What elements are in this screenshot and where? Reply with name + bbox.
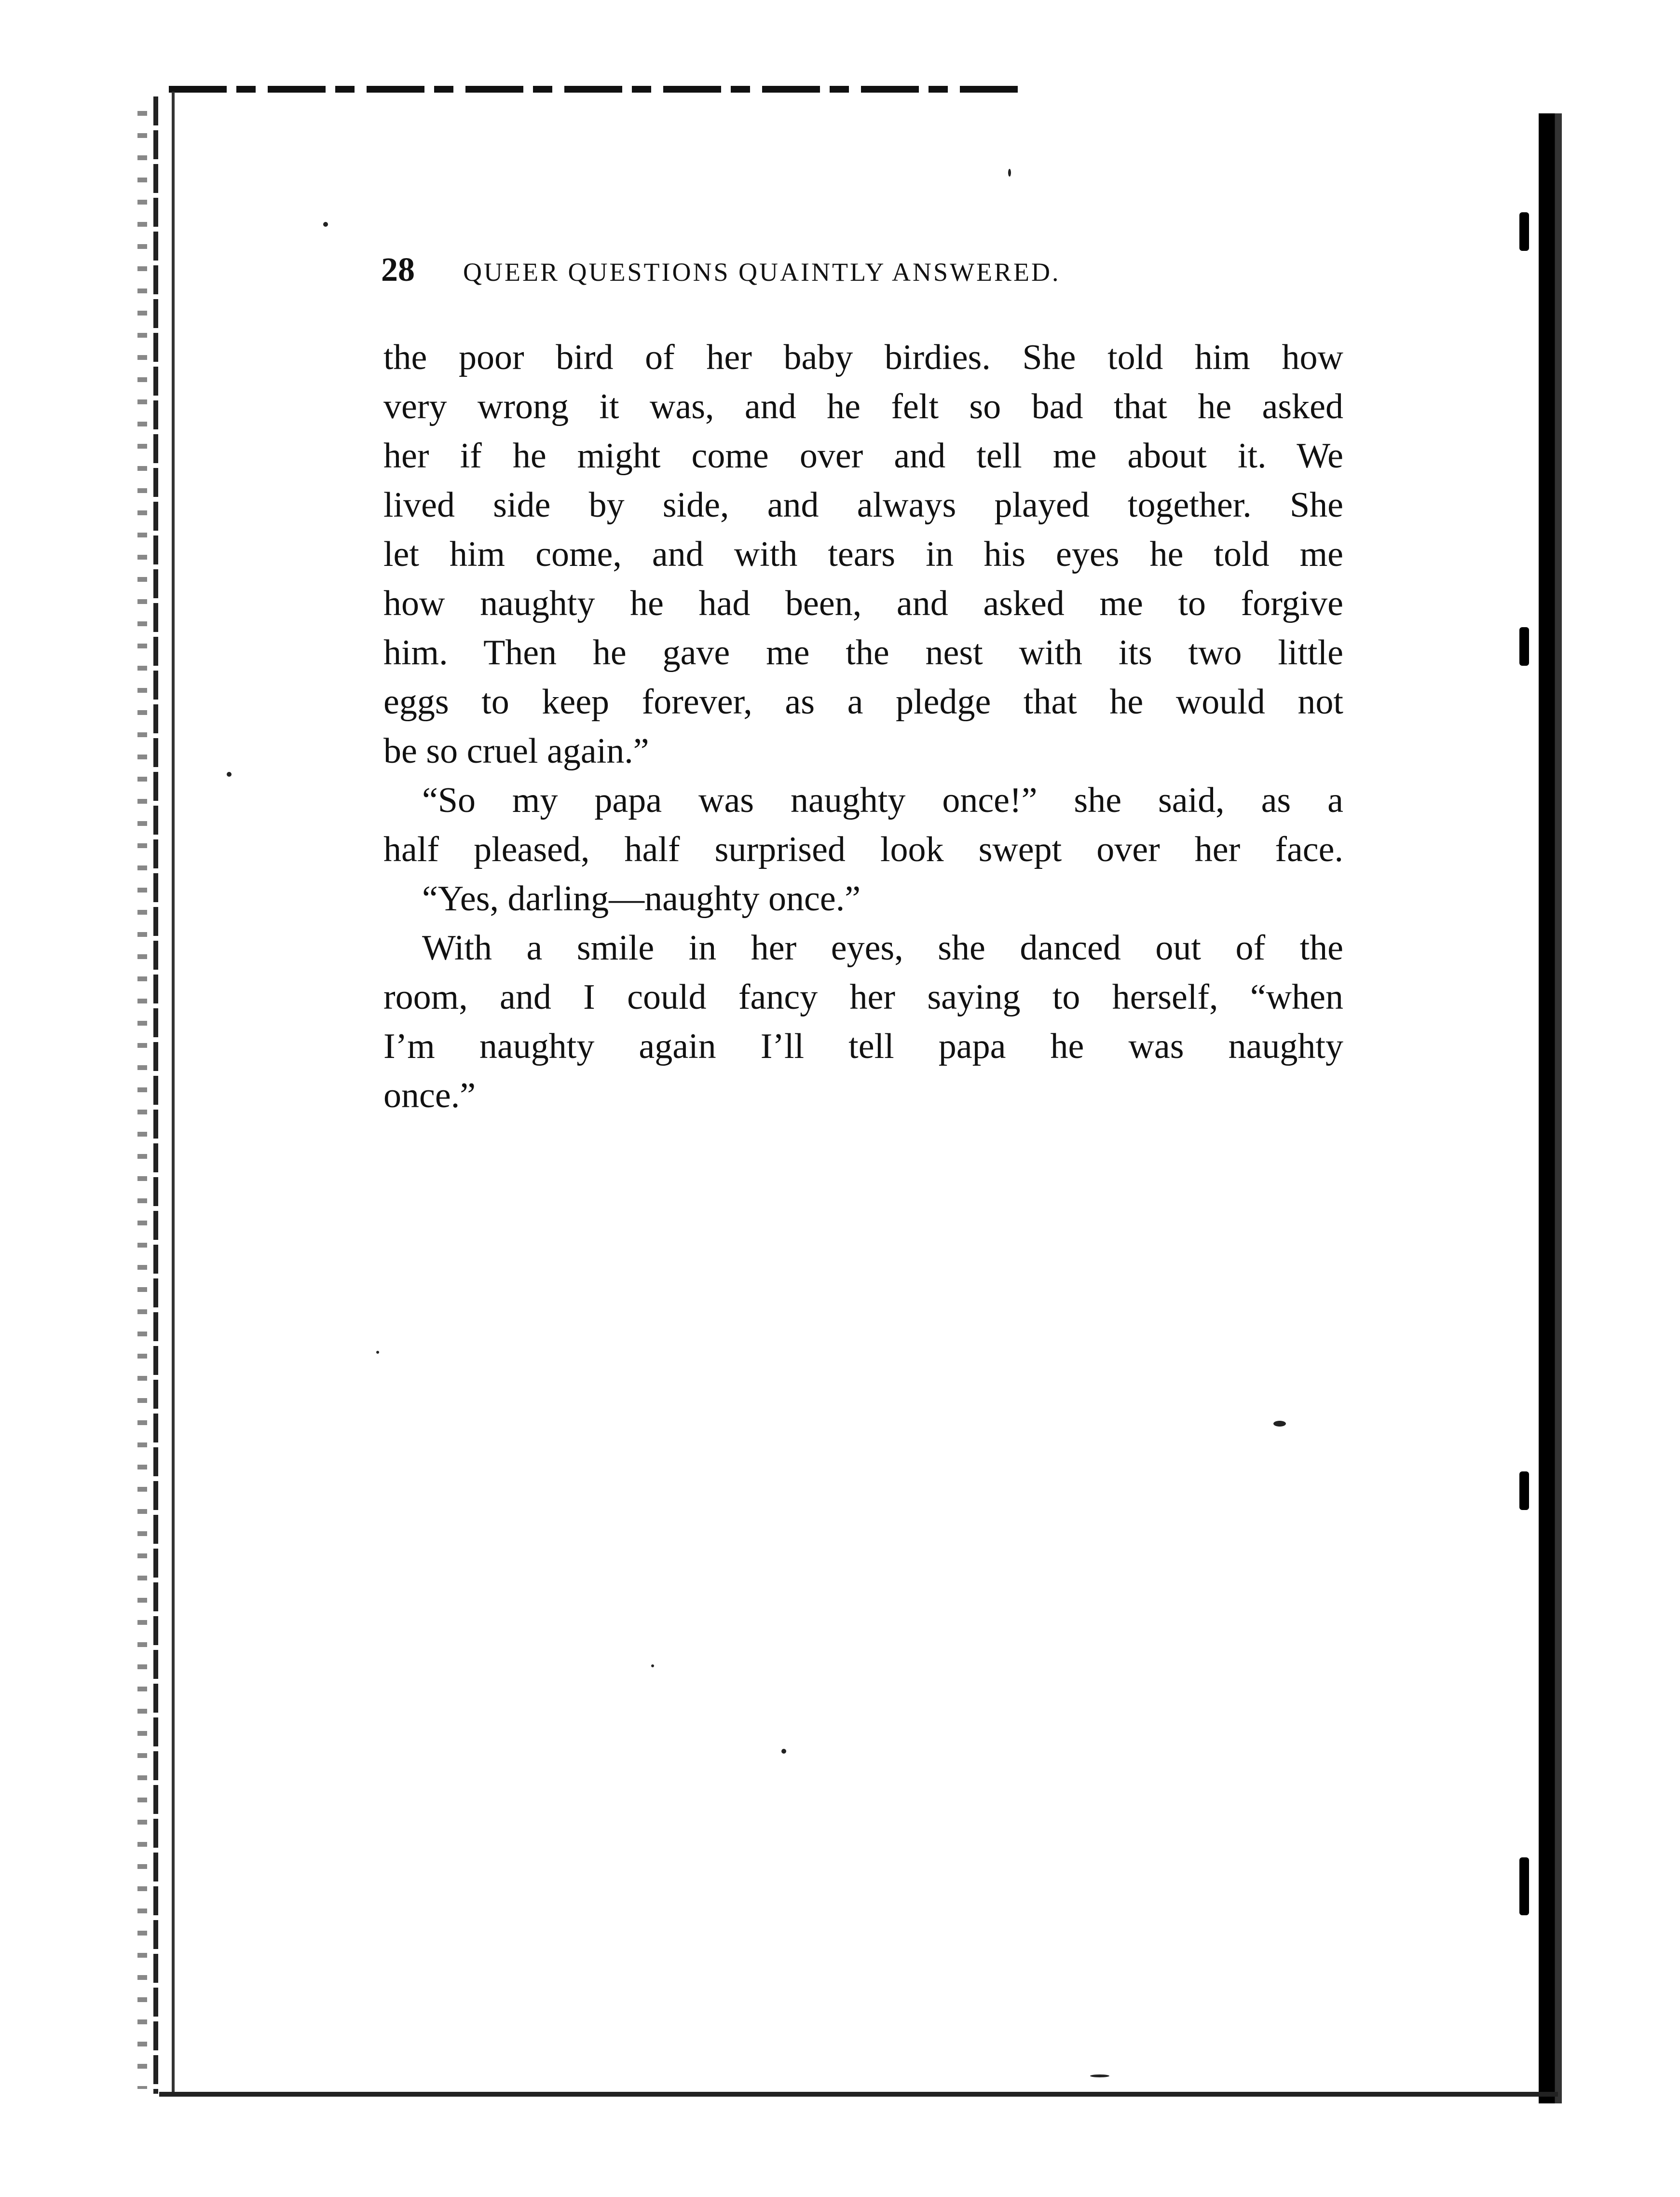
scan-speck: [781, 1749, 786, 1754]
running-title: QUEER QUESTIONS QUAINTLY ANSWERED.: [463, 258, 1061, 287]
text-line: be so cruel again.”: [383, 731, 649, 771]
body-text: [383, 333, 1343, 1120]
left-border-rule-outer: [153, 96, 158, 2094]
text-line: room, and I could fancy her saying to herself, “when: [383, 977, 1343, 1017]
scan-speck: [1090, 2074, 1109, 2077]
scan-speck: [227, 772, 232, 777]
running-head: [381, 251, 1220, 294]
bottom-border-rule: [159, 2092, 1558, 2097]
right-border-mark: [1519, 627, 1529, 666]
scan-speck: [1008, 169, 1011, 177]
text-line: how naughty he had been, and asked me to forgive: [383, 584, 1343, 623]
scan-speck: [323, 222, 328, 227]
scan-speck: [376, 1351, 379, 1354]
scan-speck: [651, 1664, 654, 1667]
left-border-rule-inner: [172, 92, 175, 2094]
scan-speck: [1273, 1421, 1286, 1427]
text-line: let him come, and with tears in his eyes he told me: [383, 535, 1343, 574]
text-line: very wrong it was, and he felt so bad that he asked: [383, 387, 1343, 426]
right-border-rule: [1539, 113, 1562, 2103]
text-line: her if he might come over and tell me about it. We: [383, 436, 1343, 476]
text-line: With a smile in her eyes, she danced out of the: [422, 928, 1343, 968]
right-border-mark: [1519, 1857, 1529, 1915]
text-line: eggs to keep forever, as a pledge that he would not: [383, 682, 1343, 722]
text-line: half pleased, half surprised look swept over her face.: [383, 830, 1343, 869]
text-line: “So my papa was naughty once!” she said, as a: [422, 781, 1343, 820]
right-border-mark: [1519, 1471, 1529, 1510]
right-border-mark: [1519, 212, 1529, 251]
text-line: the poor bird of her baby birdies. She told him how: [383, 338, 1343, 377]
text-line: “Yes, darling—naughty once.”: [422, 879, 861, 919]
text-line: once.”: [383, 1076, 476, 1115]
page-number: 28: [381, 251, 415, 288]
text-line: I’m naughty again I’ll tell papa he was naughty: [383, 1027, 1343, 1066]
left-margin-marks: [137, 111, 147, 2089]
top-border-rule: [169, 86, 1018, 93]
text-line: lived side by side, and always played together. She: [383, 485, 1343, 525]
text-line: him. Then he gave me the nest with its two little: [383, 633, 1343, 673]
